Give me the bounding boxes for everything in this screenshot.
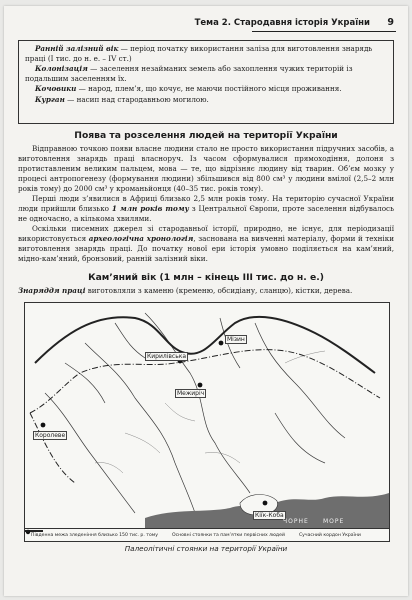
stream [165,403,195,421]
site-label: Кіїк-Коба [255,512,284,519]
modern-border [30,350,380,483]
paragraph: Перші люди з’явилися в Африці близько 2,5 млн років тому. На територію сучасної України люди прийшли близько 1 млн років тому з Центральної Європи, проте заселення відбувалось не одночасно, а кількома хвилями. [18,194,394,223]
river-prypiat [115,323,145,358]
sea-label: МОРЕ [323,518,345,525]
paragraph: Оскільки писемних джерел зі стародавньої історії, природно, не існує, для періодизації використовується археологічна хронологія, заснована на вивченні матеріалу, форми й техніки виготовлення знарядь праці. До початку нової ери історія умовно поділяється на кам’яний, мідно-кам’яний, бронзовий, ранній залізний віки. [18,224,394,263]
minor-streams [95,351,325,473]
site-label: Королеве [35,432,66,439]
site-label: Межиріч [177,390,205,397]
legend-item-glaciation: Південна межа зледеніння близько 150 тис. р. тому [31,533,158,538]
textbook-page [4,6,408,596]
glossary-entry: Кочовики — народ, плем’я, що кочує, не маючи постійного місця проживання. [35,84,342,94]
legend-item-sites: Основні стоянки та пам’ятки первісних людей [172,533,285,538]
river-tributary [275,413,325,463]
glossary-entry: Колонізація — заселення незайманих земель або захоплення чужих територій із подальшим заселенням їх. [25,64,353,83]
site-label: Кирилівська [147,353,187,360]
header-rule [252,31,396,32]
legend-border-icon [25,529,43,533]
header-title: Тема 2. Стародавня історія України [194,18,370,28]
stream [285,351,325,363]
river-tributary [65,363,105,403]
stream [205,452,240,463]
sea-label: ЧОРНЕ [283,518,309,525]
glossary-box [18,40,394,124]
legend-item-border: Сучасний кордон України [299,533,361,538]
site-marker [263,501,268,506]
body-text-stone-age [18,286,394,296]
site-marker [219,341,224,346]
stream [95,462,123,473]
paleolithic-map [24,302,390,542]
rivers [45,313,345,513]
paragraph: Знаряддя праці виготовляли з каменю (кременю, обсидіану, сланцю), кістки, дерева. [18,286,353,295]
site-label: Мізин [227,336,245,343]
section-title-settlement: Поява та розселення людей на території України [74,130,338,141]
glossary-entry: Ранній залізний вік — період початку використання заліза для виготовлення знарядь праці (І тис. до н. е. – IV ст.) [25,44,373,63]
map-graphic [25,303,389,541]
stream [125,433,160,453]
page-number: 9 [387,17,394,28]
river-bug [85,343,195,513]
section-title-stone-age: Кам’яний вік (1 млн – кінець ІІІ тис. до н. е.) [88,272,324,283]
site-marker [41,423,46,428]
paragraph: Відправною точкою появи власне людини стало не просто використання підручних засобів, а виготовлення знарядь праці власноруч. Із часом сформувалися прямоходіння, долоня з протиставленим великим пальцем, мова — те, що відрізняє людину від тварин. Об’єм мозку у процесі антропогенезу (формування людини) збільшився від 800 см³ у людини вмілої (2,5–2 млн років тому) до 2000 см³ у кроманьйонця (40–35 тис. років тому). [18,144,394,193]
glossary-entry: Курган — насип над стародавньою могилою. [35,94,209,104]
page-header [22,16,396,32]
map-legend [25,528,389,541]
river-donets [255,323,345,438]
river-dniester [45,393,135,513]
site-marker [198,383,203,388]
map-caption: Палеолітичні стоянки на території України [124,544,288,553]
body-text-settlement [18,144,394,264]
